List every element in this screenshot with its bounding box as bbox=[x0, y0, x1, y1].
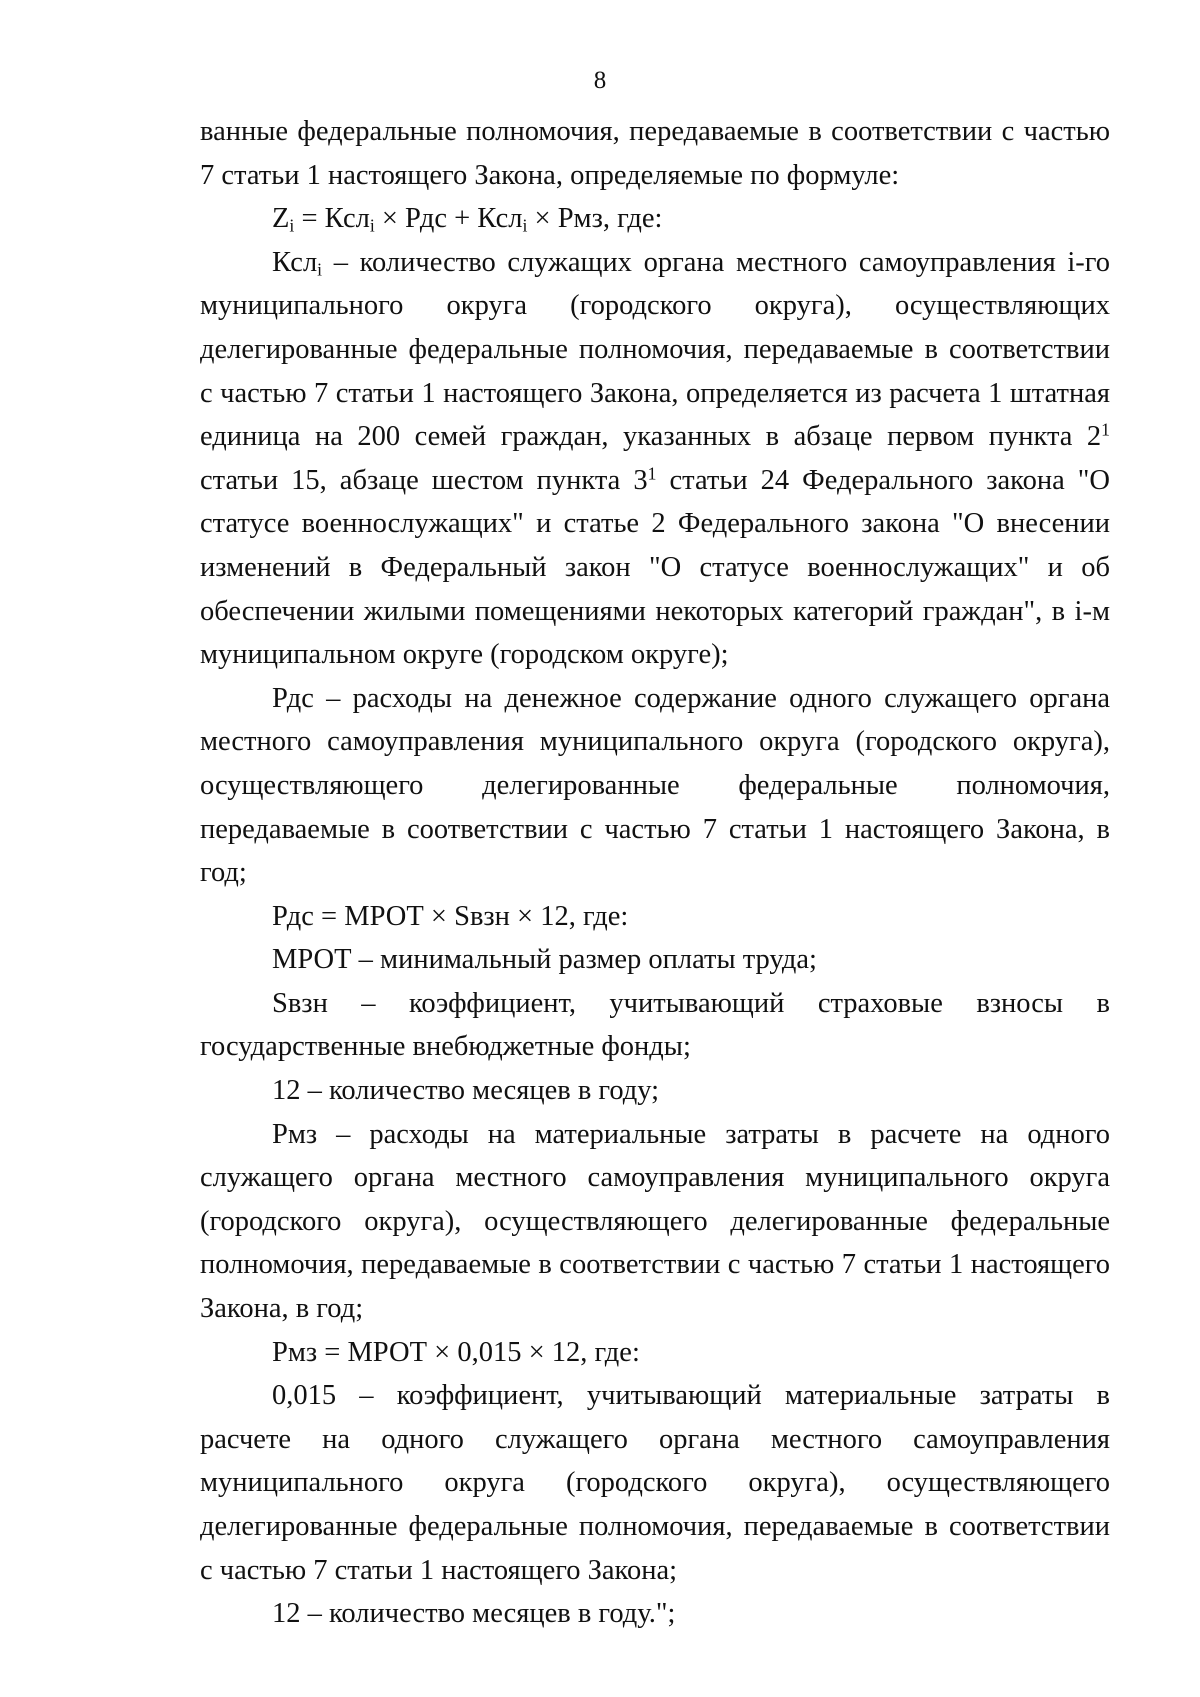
formula-rds: Рдс = МРОТ × Sвзн × 12, где: bbox=[272, 900, 629, 932]
page-number: 8 bbox=[593, 67, 607, 94]
document-body bbox=[200, 110, 1110, 1636]
paragraph-months-2: 12 – количество месяцев в году."; bbox=[272, 1598, 676, 1630]
paragraph-rmz-definition: Рмз – расходы на материальные затраты в расчете на одного служащего органа местного самоуправления муниципального округа (городского округа), осуществляющего делегированные федеральные полномочия, передаваемые в соответствии с частью 7 статьи 1 настоящего Закона, в год; bbox=[200, 1118, 1110, 1325]
paragraph-svzn-definition: Sвзн – коэффициент, учитывающий страховые взносы в государственные внебюджетные фонды; bbox=[200, 987, 1110, 1063]
paragraph-intro-continuation: ванные федеральные полномочия, передаваемые в соответствии с частью 7 статьи 1 настоящего Закона, определяемые по формуле: bbox=[200, 116, 1110, 191]
paragraph-rds-definition: Рдс – расходы на денежное содержание одного служащего органа местного самоуправления муниципального округа (городского округа), осуществляющего делегированные федеральные полномочия, передаваемые в соответствии с частью 7 статьи 1 настоящего Закона, в год; bbox=[200, 682, 1110, 889]
paragraph-months-1: 12 – количество месяцев в году; bbox=[272, 1075, 660, 1107]
paragraph-ksl-definition: Ксл$_i$ – количество служащих органа местного самоуправления i-го муниципального округа (городского округа), осуществляющих делегированные федеральные полномочия, передаваемые в соответствии с частью 7 статьи 1 настоящего Закона, определяется из расчета 1 штатная единица на 200 семей граждан, указанных в абзаце первом пункта $2^1$ статьи 15, абзаце шестом пункта $3^1$ статьи 24 Федерального закона "О статусе военнослужащих" и статье 2 Федерального закона "О внесении изменений в Федеральный закон "О статусе военнослужащих" и об обеспечении жилыми помещениями некоторых категорий граждан", в i-м муниципальном округе (городском округе); bbox=[200, 246, 1110, 671]
paragraph-mrot-definition: МРОТ – минимальный размер оплаты труда; bbox=[272, 944, 817, 976]
formula-z: $Z_i = Ксл_i$ × Рдс + Ксл$_i$ × Рмз, где: bbox=[272, 203, 663, 236]
paragraph-coefficient-definition: 0,015 – коэффициент, учитывающий материальные затраты в расчете на одного служащего органа местного самоуправления муниципального округа (городского округа), осуществляющего делегированные федеральные полномочия, передаваемые в соответствии с частью 7 статьи 1 настоящего Закона; bbox=[200, 1380, 1110, 1586]
formula-rmz: Рмз = МРОТ × 0,015 × 12, где: bbox=[272, 1336, 640, 1368]
